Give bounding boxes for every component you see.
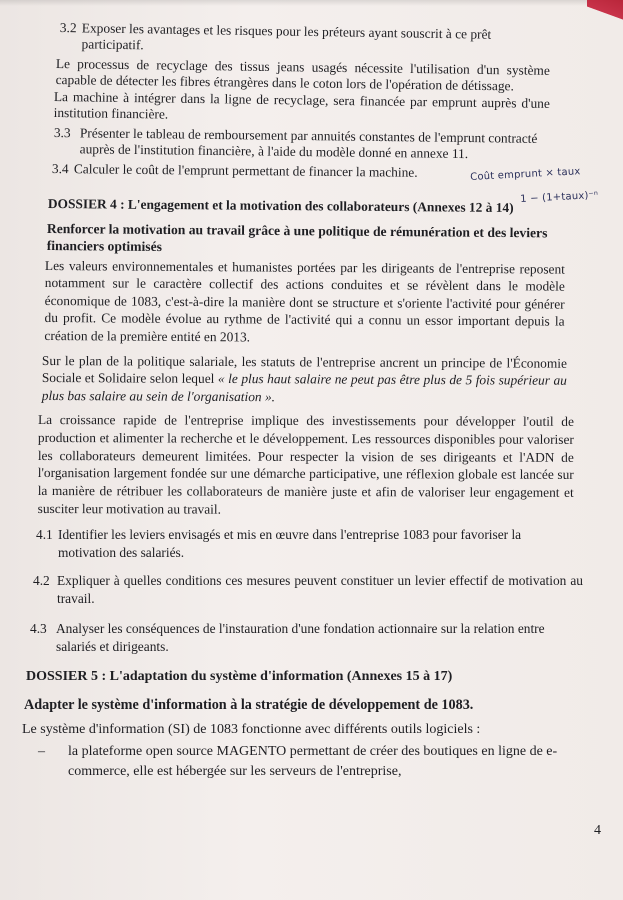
- question-number: 4.2: [33, 573, 50, 588]
- question-number: 4.1: [36, 527, 53, 542]
- question-number: 3.2: [59, 20, 77, 36]
- question-text: Analyser les conséquences de l'instauration d'une fondation actionnaire sur la relation entre salariés et dirigeants.: [56, 621, 545, 654]
- dossier-4-title: DOSSIER 4 : L'engagement et la motivation des collaborateurs (Annexes 12 à 14): [47, 195, 514, 216]
- page-number: 4: [594, 823, 601, 838]
- page-top-shadow: [0, 0, 623, 6]
- paragraph-machine: La machine à intégrer dans la ligne de recyclage, sera financée par emprunt auprès d'une institution financière.: [53, 89, 550, 122]
- dossier-4-subtitle: Renforcer la motivation au travail grâce à une politique de rémunération et des leviers financiers optimisés: [46, 220, 548, 255]
- question-text: Expliquer à quelles conditions ces mesures peuvent constituer un levier effectif de motivation au travail.: [57, 573, 583, 606]
- question-text: Exposer les avantages et les risques pour les préteurs ayant souscrit à ce prêt participatif.: [81, 20, 492, 53]
- bullet-magento: [38, 742, 598, 782]
- question-3-2: [59, 20, 540, 53]
- question-text: Calculer le coût de l'emprunt permettant de financer la machine.: [73, 161, 418, 180]
- question-3-4: [51, 161, 472, 180]
- question-number: 3.3: [53, 125, 71, 141]
- handwritten-note-line-2: 1 − (1+taux)⁻ⁿ: [520, 189, 599, 205]
- dossier-5-subtitle: Adapter le système d'information à la stratégie de développement de 1083.: [24, 697, 474, 713]
- binder-corner: [587, 0, 623, 30]
- paragraph-recyclage: Le processus de recyclage des tissus jeans usagés nécessite l'utilisation d'un système capable de détecter les fibres étrangères dans le coton lors de l'opération de détissage.: [55, 56, 550, 94]
- dossier-5-intro: Le système d'information (SI) de 1083 fonctionne avec différents outils logiciels :: [22, 722, 481, 737]
- bullet-dash: –: [38, 744, 45, 759]
- question-text: Identifier les leviers envisagés et mis en œuvre dans l'entreprise 1083 pour favoriser la motivation des salariés.: [58, 527, 522, 560]
- question-number: 3.4: [51, 161, 69, 177]
- dossier-4-paragraph-2: [42, 352, 567, 407]
- handwritten-note-line-1: Coût emprunt × taux: [470, 166, 581, 183]
- question-text: Présenter le tableau de remboursement par annuités constantes de l'emprunt contracté auprès de l'institution financière, à l'aide du modèle donné en annexe 11.: [79, 125, 538, 162]
- dossier-4-paragraph-3: La croissance rapide de l'entreprise implique des investissements pour développer l'outil de production et alimenter la recherche et le développement. Les ressources disponibles pour valoriser les collaborateurs demeurent limitées. Pour respecter la vision de ses dirigeants et l'ADN de l'organisation largement fondée sur une démarche participative, une réflexion globale est lancée sur la manière de rétribuer les collaborateurs de manière juste et afin de valoriser leur engagement et susciter leur motivation au travail.: [37, 412, 574, 517]
- bullet-text: la plateforme open source MAGENTO permettant de créer des boutiques en ligne de e-commerce, elle est hébergée sur les serveurs de l'entreprise,: [68, 744, 558, 779]
- dossier-4-paragraph-1: Les valeurs environnementales et humanistes portées par les dirigeants de l'entreprise reposent notamment sur le caractère collectif des actions conduites et se révèlent dans le modèle économique de 1083, c'est-à-dire la manière dont se structure et s'oriente l'activité pour générer du profit. Ce modèle évolue au rythme de l'activité qui a connu un essor important depuis la création de la première entité en 2013.: [44, 257, 565, 345]
- paragraph-text: Sur le plan de la politique salariale, les statuts de l'entreprise ancrent un principe de l'Économie Sociale et Solidaire selon lequel: [41, 353, 567, 387]
- salary-quote: « le plus haut salaire ne peut pas être plus de 5 fois supérieur au plus bas salaire au sein de l'organisation ».: [41, 371, 567, 405]
- dossier-5-title: DOSSIER 5 : L'adaptation du système d'information (Annexes 15 à 17): [26, 669, 453, 684]
- question-number: 4.3: [30, 621, 47, 636]
